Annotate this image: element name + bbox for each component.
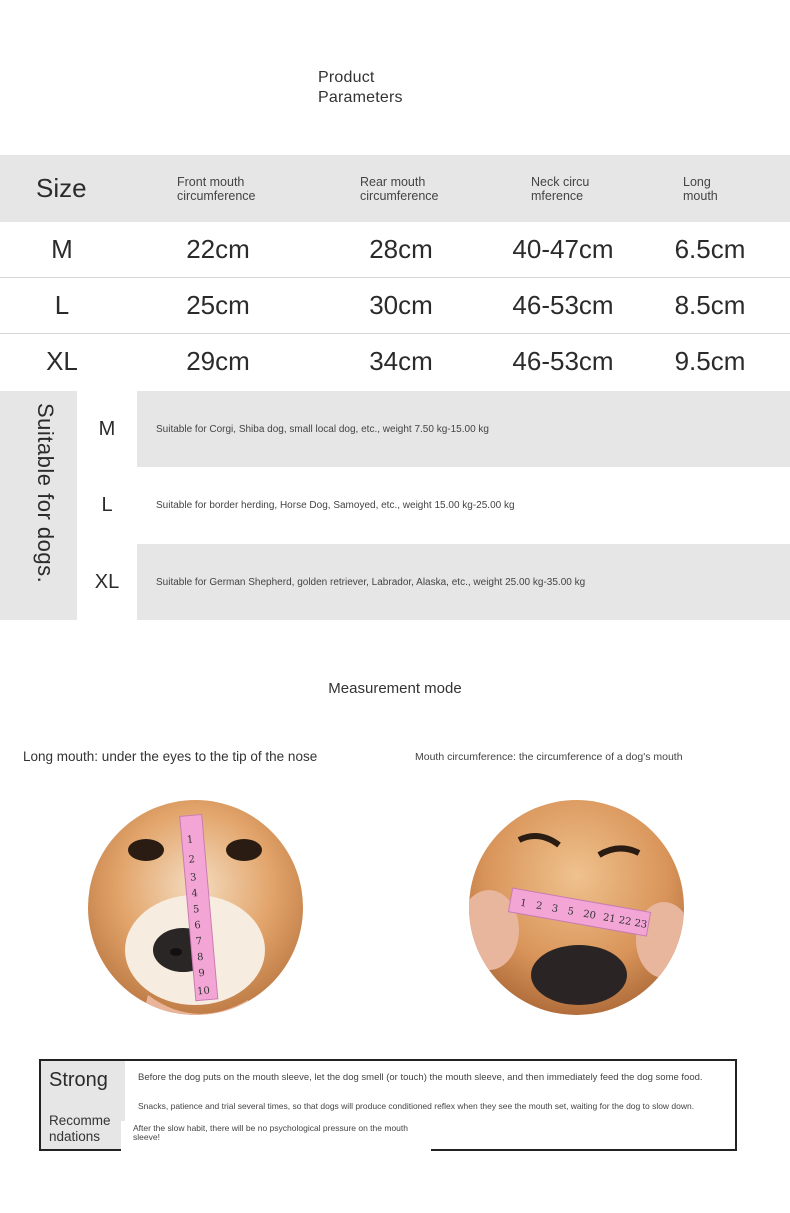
svg-text:7: 7	[195, 935, 203, 948]
svg-text:20: 20	[582, 908, 597, 922]
cell-size: XL	[46, 346, 78, 376]
cell-neck: 46-53cm	[512, 290, 614, 320]
recommendations-sub-l1: Recomme	[49, 1113, 111, 1128]
svg-text:1: 1	[186, 834, 194, 846]
suitable-desc-l: Suitable for border herding, Horse Dog, Samoyed, etc., weight 15.00 kg-25.00 kg	[156, 499, 515, 511]
svg-text:6: 6	[193, 920, 202, 932]
header-front-mouth	[177, 155, 256, 222]
suitable-desc-xl: Suitable for German Shepherd, golden retriever, Labrador, Alaska, etc., weight 25.00 kg-35.00 kg	[137, 544, 790, 620]
cell-size: L	[54, 290, 70, 320]
cell-neck: 46-53cm	[512, 346, 614, 376]
header-front-mouth-l2: circumference	[177, 188, 256, 203]
recommendation-line-3: After the slow habit, there will be no psychological pressure on the mouth sleeve!	[133, 1123, 408, 1142]
cell-long: 6.5cm	[674, 234, 746, 264]
cell-long: 8.5cm	[674, 290, 746, 320]
header-rear-mouth-l2: circumference	[360, 188, 439, 203]
cell-rear: 30cm	[369, 290, 433, 320]
title-line-2: Parameters	[318, 89, 403, 106]
size-table-header	[0, 155, 790, 222]
table-row	[0, 222, 790, 278]
svg-text:2: 2	[188, 854, 196, 866]
header-rear-mouth	[360, 155, 439, 222]
recommendations-sub-l2: ndations	[49, 1129, 101, 1144]
svg-text:21: 21	[601, 912, 617, 926]
svg-text:23: 23	[633, 917, 648, 931]
header-neck	[531, 155, 589, 222]
recommendation-line-2: Snacks, patience and trial several times, so that dogs will produce conditioned reflex when they see the mouth set, waiting for the dog to slow down.	[138, 1101, 695, 1111]
recommendations-sub	[49, 1113, 111, 1145]
recommendations-strong: Strong	[49, 1069, 108, 1091]
svg-text:22: 22	[617, 915, 633, 929]
recommendations-label-panel	[41, 1061, 125, 1149]
header-long-mouth	[683, 155, 718, 222]
header-long-mouth-l2: mouth	[683, 188, 718, 203]
long-mouth-photo	[88, 800, 303, 1015]
recommendations-box	[39, 1059, 737, 1151]
header-long-mouth-l1: Long	[683, 174, 711, 189]
cell-front: 22cm	[186, 234, 250, 264]
suitable-label: Suitable for dogs.	[33, 403, 58, 584]
svg-text:9: 9	[198, 967, 206, 980]
recommendation-line-1: Before the dog puts on the mouth sleeve, let the dog smell (or touch) the mouth sleeve, and then immediately feed the dog some food.	[138, 1072, 703, 1083]
long-mouth-caption: Long mouth: under the eyes to the tip of the nose	[23, 749, 318, 764]
svg-text:2: 2	[534, 900, 544, 913]
svg-text:1: 1	[519, 897, 528, 910]
cell-rear: 28cm	[369, 234, 433, 264]
cell-neck: 40-47cm	[512, 234, 614, 264]
cell-long: 9.5cm	[674, 346, 746, 376]
header-size: Size	[36, 173, 87, 203]
cell-front: 25cm	[186, 290, 250, 320]
mouth-circumference-photo	[469, 800, 684, 1015]
cell-rear: 34cm	[369, 346, 433, 376]
table-row	[0, 278, 790, 334]
svg-text:3: 3	[550, 903, 559, 916]
table-row	[0, 334, 790, 389]
svg-text:4: 4	[191, 888, 199, 900]
size-table	[0, 155, 790, 389]
suitable-size-m: M	[98, 417, 116, 440]
title-line-1: Product	[318, 69, 375, 86]
suitable-size-xl: XL	[94, 570, 120, 593]
svg-text:5: 5	[566, 906, 575, 918]
measurement-title: Measurement mode	[328, 680, 462, 697]
svg-text:10: 10	[196, 985, 211, 998]
page-title	[318, 68, 403, 108]
suitable-desc-m: Suitable for Corgi, Shiba dog, small local dog, etc., weight 7.50 kg-15.00 kg	[137, 391, 790, 467]
svg-text:3: 3	[189, 872, 198, 884]
svg-text:5: 5	[192, 904, 200, 916]
svg-text:8: 8	[196, 951, 204, 964]
cell-front: 29cm	[186, 346, 250, 376]
header-neck-l2: mference	[531, 188, 584, 203]
suitable-size-l: L	[101, 493, 113, 516]
header-front-mouth-l1: Front mouth	[177, 174, 245, 189]
mouth-circumference-caption: Mouth circumference: the circumference of a dog's mouth	[415, 751, 683, 763]
cell-size: M	[51, 234, 73, 264]
suitable-label-panel	[0, 391, 77, 620]
header-rear-mouth-l1: Rear mouth	[360, 174, 426, 189]
header-neck-l1: Neck circu	[531, 174, 590, 189]
